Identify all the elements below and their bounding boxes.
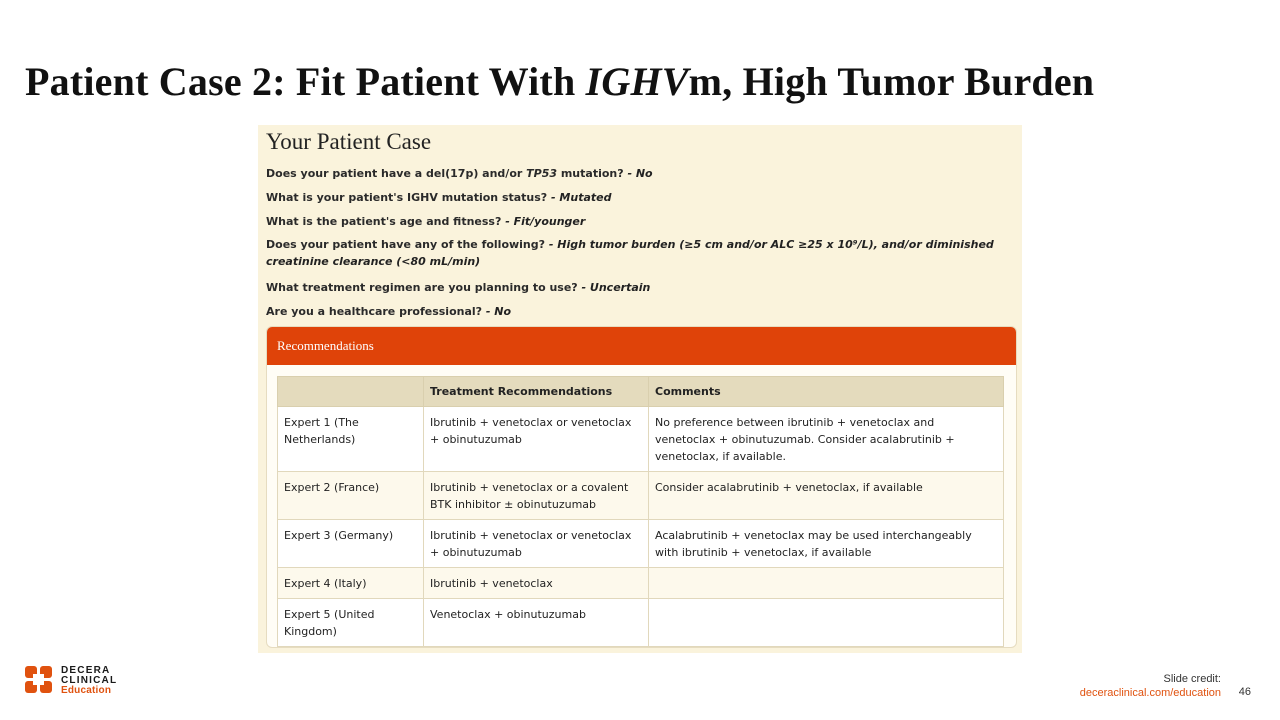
- cell-expert: Expert 4 (Italy): [278, 568, 424, 599]
- decera-logo-icon: [25, 666, 53, 694]
- question-treatment-regimen: What treatment regimen are you planning to use? - Uncertain: [266, 281, 651, 294]
- title-gene-italic: IGHV: [585, 59, 689, 104]
- table-row: [278, 472, 1004, 520]
- slide-credit: [1080, 672, 1221, 700]
- table-header-row: [278, 377, 1004, 407]
- question-healthcare-professional: Are you a healthcare professional? - No: [266, 305, 512, 318]
- cell-treatment: Ibrutinib + venetoclax or a covalent BTK inhibitor ± obinutuzumab: [424, 472, 649, 520]
- credit-link[interactable]: deceraclinical.com/education: [1079, 687, 1221, 699]
- question-del17p: Does your patient have a del(17p) and/or TP53 mutation? - No: [266, 167, 653, 180]
- cell-expert: Expert 2 (France): [278, 472, 424, 520]
- case-heading: Your Patient Case: [266, 129, 432, 154]
- title-text-end: m, High Tumor Burden: [688, 59, 1095, 104]
- patient-case-panel: [258, 125, 1022, 653]
- cell-comment: Consider acalabrutinib + venetoclax, if available: [649, 472, 1004, 520]
- table-row: [278, 520, 1004, 568]
- recommendations-header: Recommendations: [267, 327, 1016, 365]
- answer-treatment-regimen: - Uncertain: [581, 281, 651, 294]
- answer-ighv-status: - Mutated: [551, 191, 612, 204]
- table-row: [278, 599, 1004, 647]
- answer-del17p: - No: [627, 167, 653, 180]
- cell-expert: Expert 1 (The Netherlands): [278, 407, 424, 472]
- cell-treatment: Ibrutinib + venetoclax: [424, 568, 649, 599]
- table-row: [278, 568, 1004, 599]
- cell-comment: Acalabrutinib + venetoclax may be used interchangeably with ibrutinib + venetoclax, if available: [649, 520, 1004, 568]
- slide-title: [25, 58, 1094, 105]
- cell-treatment: Ibrutinib + venetoclax or venetoclax + obinutuzumab: [424, 407, 649, 472]
- answer-risk-factors: - High tumor burden (≥5 cm and/or ALC ≥25 x 10⁹/L), and/or diminished creatinine clearance (<80 mL/min): [266, 238, 994, 268]
- cell-treatment: Venetoclax + obinutuzumab: [424, 599, 649, 647]
- answer-age-fitness: - Fit/younger: [505, 215, 586, 228]
- cell-comment: [649, 568, 1004, 599]
- table-row: [278, 407, 1004, 472]
- credit-label: Slide credit:: [1163, 673, 1221, 685]
- cell-comment: No preference between ibrutinib + venetoclax and venetoclax + obinutuzumab. Consider acalabrutinib + venetoclax, if available.: [649, 407, 1004, 472]
- column-header-expert: [278, 377, 424, 407]
- logo-wordmark: DECERA CLINICAL Education: [61, 665, 118, 696]
- column-header-comments: Comments: [649, 377, 1004, 407]
- question-risk-factors: Does your patient have any of the following? - High tumor burden (≥5 cm and/or ALC ≥25 x 10⁹/L), and/or diminished creatinine clearance (<80 mL/min): [266, 238, 994, 268]
- recommendations-card: [266, 326, 1017, 648]
- page-number: 46: [1238, 686, 1251, 698]
- column-header-treatment: Treatment Recommendations: [424, 377, 649, 407]
- title-text: Patient Case 2: Fit Patient With: [25, 59, 586, 104]
- cell-expert: Expert 5 (United Kingdom): [278, 599, 424, 647]
- recommendations-table: [277, 376, 1004, 647]
- cell-expert: Expert 3 (Germany): [278, 520, 424, 568]
- cell-treatment: Ibrutinib + venetoclax or venetoclax + obinutuzumab: [424, 520, 649, 568]
- cell-comment: [649, 599, 1004, 647]
- answer-healthcare-professional: - No: [485, 305, 512, 318]
- question-age-fitness: What is the patient's age and fitness? - Fit/younger: [266, 215, 586, 228]
- question-ighv-status: What is your patient's IGHV mutation status? - Mutated: [266, 191, 612, 204]
